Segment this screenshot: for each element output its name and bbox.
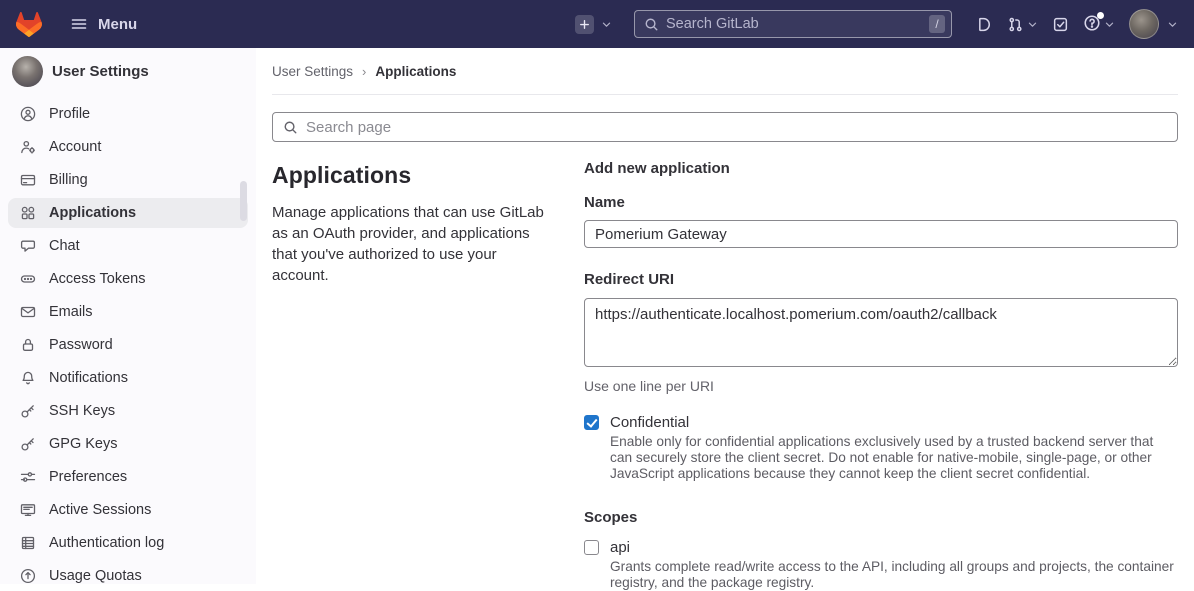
breadcrumb (272, 48, 1178, 95)
bell-icon (20, 370, 36, 386)
new-menu-button[interactable] (575, 15, 612, 34)
sidebar-item-profile[interactable] (8, 99, 248, 129)
sidebar-item-active-sessions[interactable] (8, 495, 248, 525)
redirect-uri-label: Redirect URI (584, 271, 675, 288)
sidebar-item-label: Notifications (49, 370, 128, 386)
user-menu-button[interactable] (1129, 9, 1178, 39)
application-name-input[interactable] (584, 220, 1178, 248)
menu-button[interactable] (70, 16, 137, 33)
search-icon (283, 120, 298, 135)
merge-request-icon (1007, 16, 1024, 33)
scope-api-checkbox[interactable] (584, 540, 599, 555)
gitlab-logo-icon[interactable] (16, 12, 42, 37)
plus-icon (575, 15, 594, 34)
sidebar-item-billing[interactable] (8, 165, 248, 195)
search-icon (644, 17, 659, 32)
scope-api-label[interactable]: api (610, 539, 631, 556)
todo-check-icon (1052, 16, 1069, 33)
todos-button[interactable] (1052, 16, 1069, 33)
sidebar-item-access-tokens[interactable] (8, 264, 248, 294)
monitor-icon (20, 502, 36, 518)
search-shortcut-key: / (929, 15, 945, 33)
chevron-down-icon (601, 19, 612, 30)
hamburger-icon (70, 16, 88, 32)
quota-icon (20, 568, 36, 584)
sidebar-item-label: Usage Quotas (49, 568, 142, 584)
lock-icon (20, 337, 36, 353)
sidebar-item-label: Applications (49, 205, 137, 221)
token-icon (20, 271, 36, 287)
user-avatar (1129, 9, 1159, 39)
sidebar-item-label: Access Tokens (49, 271, 146, 287)
menu-label: Menu (98, 15, 138, 33)
redirect-uri-help: Use one line per URI (584, 378, 714, 394)
settings-sidebar (0, 48, 256, 584)
global-search-input[interactable] (666, 16, 922, 32)
sidebar-title: User Settings (52, 63, 149, 80)
profile-icon (20, 106, 36, 122)
applications-icon (20, 205, 36, 221)
key-icon (20, 403, 36, 419)
breadcrumb-separator-icon: › (362, 63, 367, 79)
scopes-list (584, 539, 1178, 591)
page-title: Applications (272, 162, 412, 188)
page-search[interactable] (272, 112, 1178, 142)
sidebar-item-label: Password (49, 337, 113, 353)
sidebar-item-gpg-keys[interactable] (8, 429, 248, 459)
redirect-uri-textarea[interactable] (584, 298, 1178, 367)
top-navbar (0, 0, 1194, 48)
chevron-down-icon (1027, 19, 1038, 30)
sidebar-item-account[interactable] (8, 132, 248, 162)
sidebar-item-password[interactable] (8, 330, 248, 360)
merge-requests-button[interactable] (1007, 16, 1038, 33)
sidebar-item-label: Billing (49, 172, 88, 188)
help-button[interactable] (1083, 14, 1115, 35)
sidebar-menu (0, 93, 256, 584)
sidebar-item-label: SSH Keys (49, 403, 116, 419)
chevron-down-icon (1104, 19, 1115, 30)
breadcrumb-user-settings[interactable]: User Settings (272, 63, 354, 79)
sidebar-item-label: Profile (49, 106, 91, 122)
sidebar-item-chat[interactable] (8, 231, 248, 261)
issues-button[interactable] (976, 16, 993, 33)
confidential-checkbox[interactable] (584, 415, 599, 430)
key-icon (20, 436, 36, 452)
sidebar-item-label: Account (49, 139, 102, 155)
mail-icon (20, 304, 36, 320)
notification-dot (1097, 12, 1104, 19)
page-description: Manage applications that can use GitLab as an OAuth provider, and applications that you've authorized to use your account. (272, 204, 544, 284)
scope-api-description: Grants complete read/write access to the API, including all groups and projects, the container registry, and the package registry. (610, 559, 1174, 590)
sliders-icon (20, 469, 36, 485)
global-search[interactable] (634, 10, 952, 38)
sidebar-item-label: Authentication log (49, 535, 165, 551)
confidential-description: Enable only for confidential applications exclusively used by a trusted backend server that can securely store the client secret. Do not enable for native-mobile, single-page, or other JavaScript applications because they cannot keep the client secret confidential. (610, 434, 1154, 481)
sidebar-item-applications[interactable] (8, 198, 248, 228)
sidebar-item-label: GPG Keys (49, 436, 118, 452)
sidebar-item-label: Emails (49, 304, 93, 320)
sidebar-item-label: Active Sessions (49, 502, 152, 518)
main-content (256, 48, 1194, 590)
sidebar-header (0, 48, 256, 93)
sidebar-item-authentication-log[interactable] (8, 528, 248, 558)
sidebar-item-emails[interactable] (8, 297, 248, 327)
sidebar-item-notifications[interactable] (8, 363, 248, 393)
sidebar-item-label: Preferences (49, 469, 128, 485)
sidebar-item-usage-quotas[interactable] (8, 561, 248, 584)
confidential-label[interactable]: Confidential (610, 414, 690, 431)
form-heading: Add new application (584, 160, 730, 177)
breadcrumb-current: Applications (375, 63, 457, 79)
account-icon (20, 139, 36, 155)
user-avatar (12, 56, 43, 87)
chat-icon (20, 238, 36, 254)
page-search-input[interactable] (306, 119, 1167, 136)
sidebar-scrollbar[interactable] (240, 181, 247, 221)
sidebar-item-ssh-keys[interactable] (8, 396, 248, 426)
scope-api (584, 539, 1178, 591)
sidebar-item-label: Chat (49, 238, 80, 254)
chevron-down-icon (1167, 19, 1178, 30)
sidebar-item-preferences[interactable] (8, 462, 248, 492)
scopes-heading: Scopes (584, 509, 638, 526)
billing-icon (20, 172, 36, 188)
log-icon (20, 535, 36, 551)
issues-icon (976, 16, 993, 33)
name-label: Name (584, 194, 625, 211)
